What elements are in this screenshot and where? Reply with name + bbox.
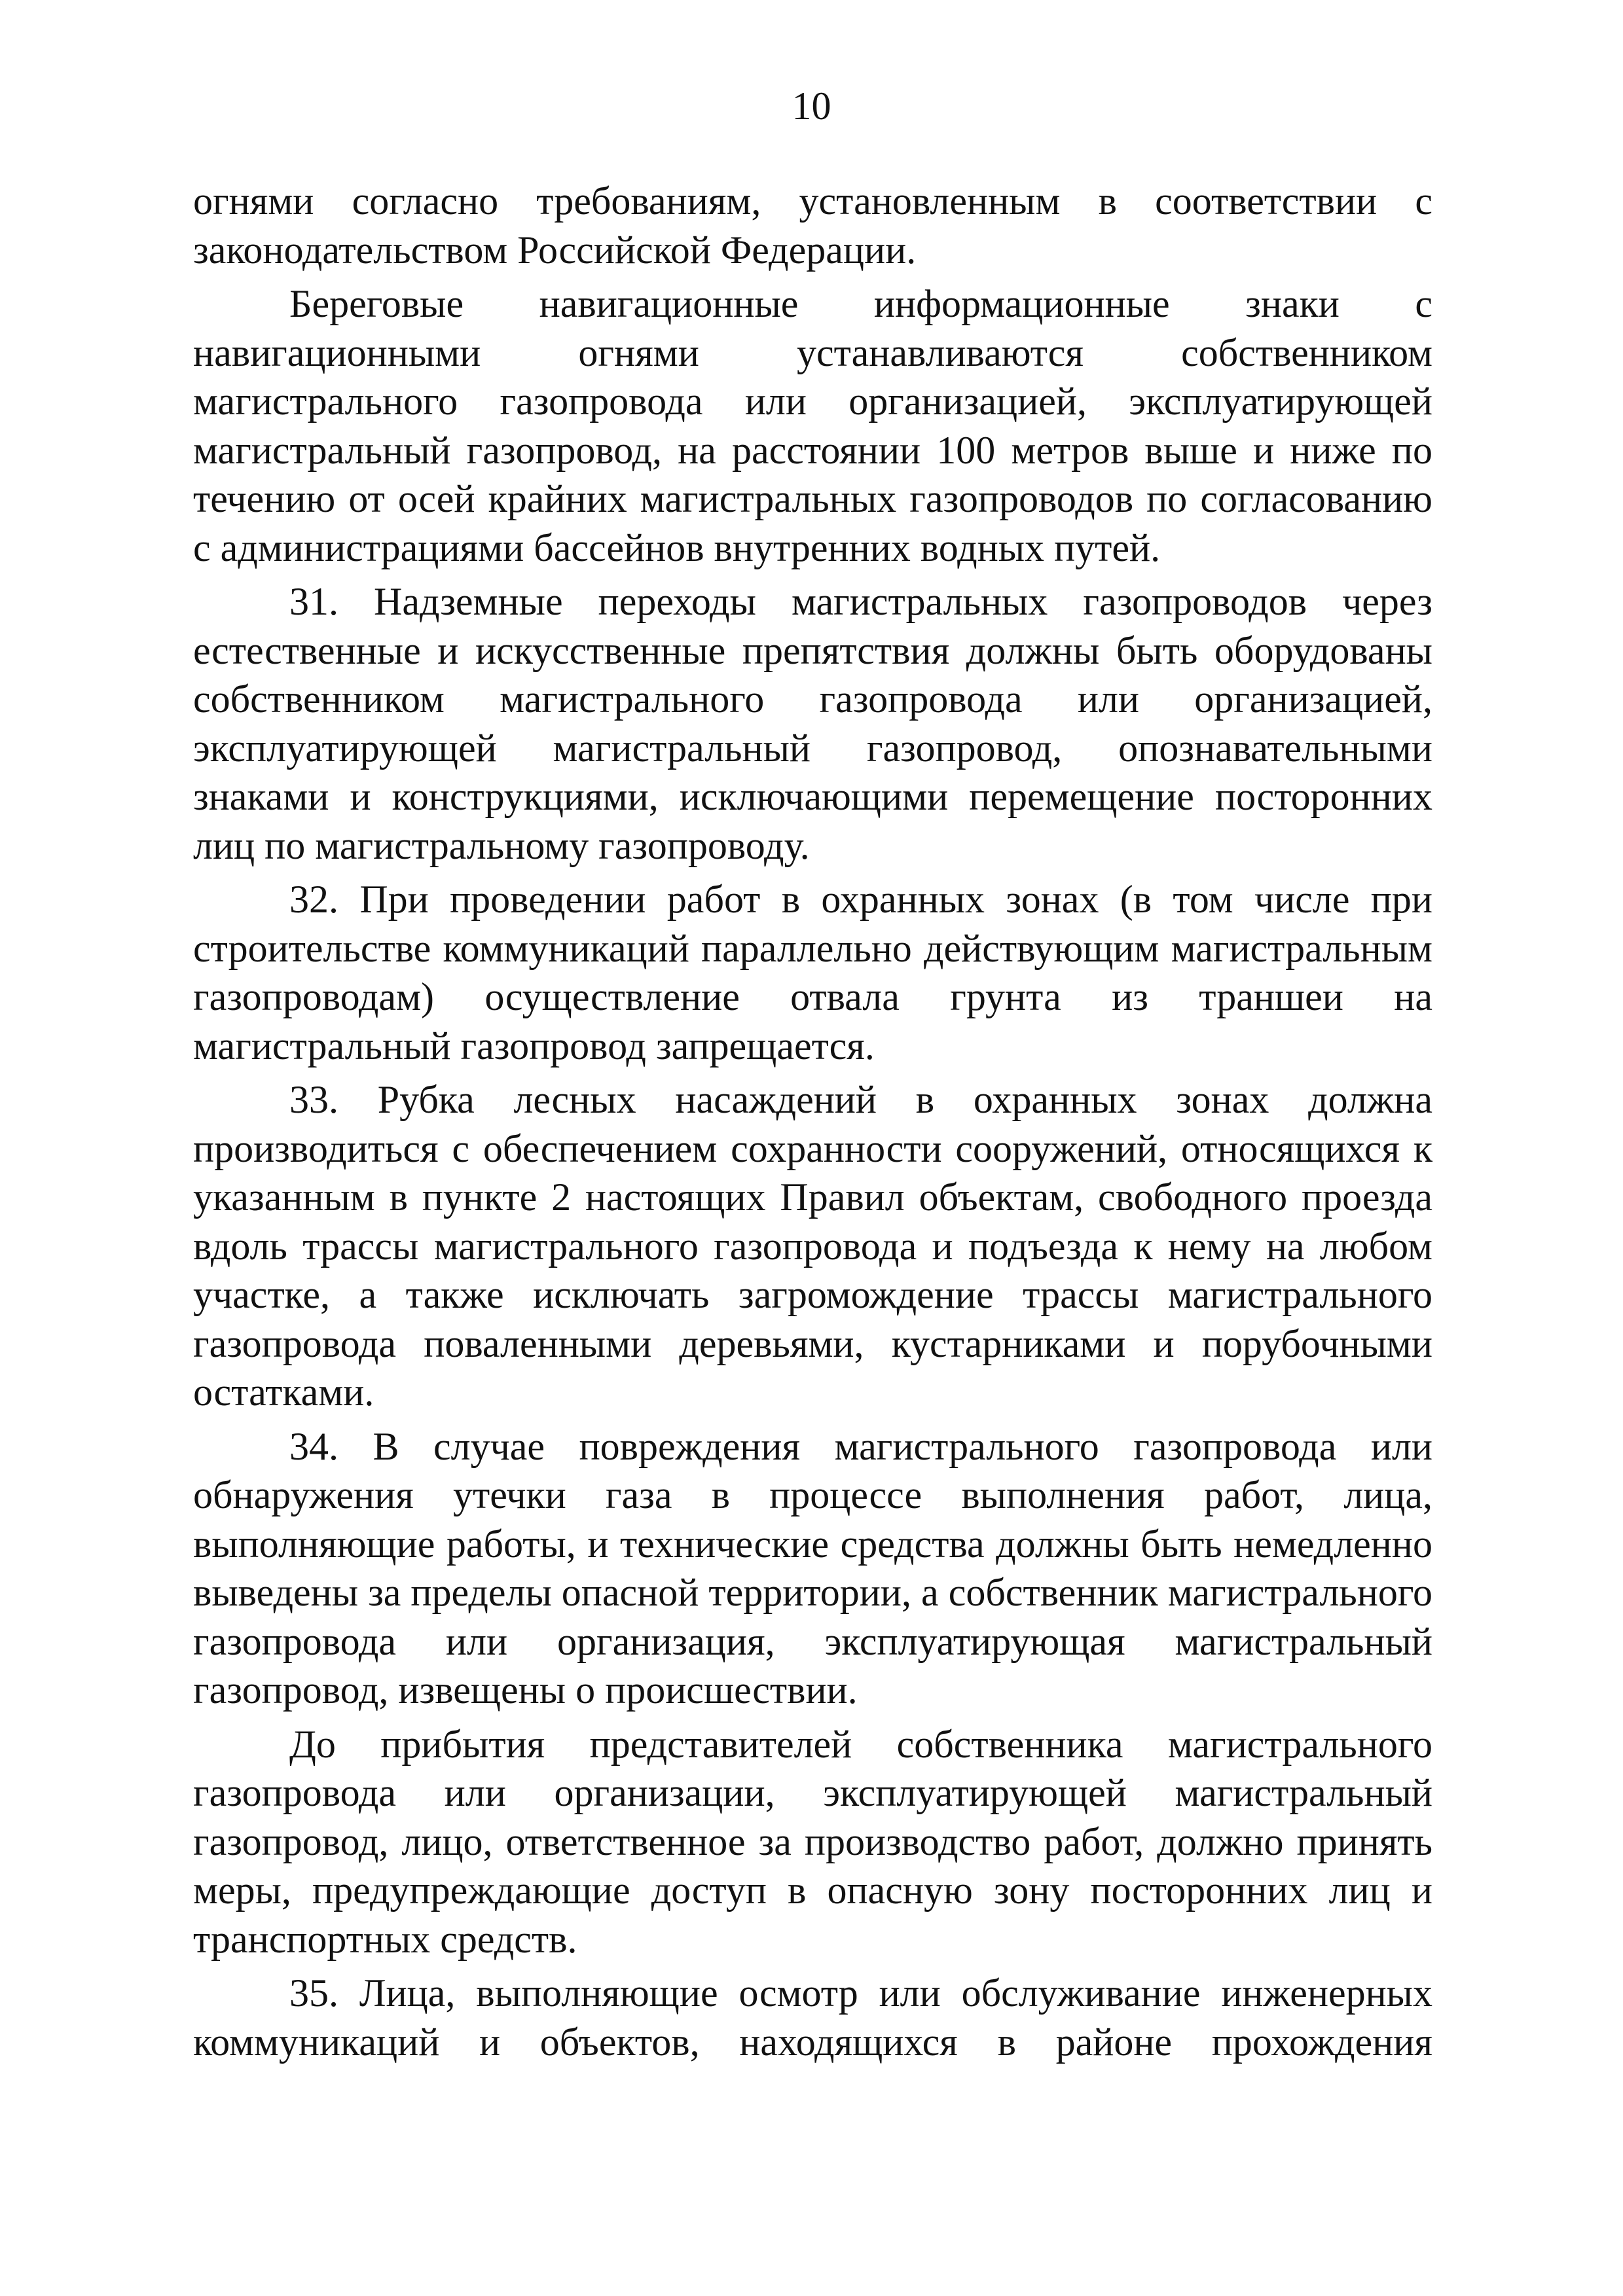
paragraph-item-31: 31. Надземные переходы магистральных газопроводов через естественные и искусственные препятствия должны быть оборудованы собственником магистрального газопровода или организацией, эксплуатирующей магистральный газопровод, опознавательными знаками и конструкциями, исключающими перемещение посторонних лиц по магистральному газопроводу. [193,580,1432,867]
paragraph-item-34-continued: До прибытия представителей собственника магистрального газопровода или организации, эксплуатирующей магистральный газопровод, лицо, ответственное за производство работ, должно принять меры, предупреждающие доступ в опасную зону посторонних лиц и транспортных средств. [193,1722,1432,1961]
paragraph-coastal-signs: Береговые навигационные информационные знаки с навигационными огнями устанавливаются собственником магистрального газопровода или организацией, эксплуатирующей магистральный газопровод, на расстоянии 100 метров выше и ниже по течению от осей крайних магистральных газопроводов по согласованию с администрациями бассейнов внутренних водных путей. [193,282,1432,569]
paragraph-item-32: 32. При проведении работ в охранных зонах (в том числе при строительстве коммуникаций параллельно действующим магистральным газопроводам) осуществление отвала грунта из траншеи на магистральный газопровод запрещается. [193,878,1432,1067]
paragraph-continuation: огнями согласно требованиям, установленным в соответствии с законодательством Российской Федерации. [193,179,1432,272]
paragraph-item-34: 34. В случае повреждения магистрального газопровода или обнаружения утечки газа в процессе выполнения работ, лица, выполняющие работы, и технические средства должны быть немедленно выведены за пределы опасной территории, а собственник магистрального газопровода или организация, эксплуатирующая магистральный газопровод, извещены о происшествии. [193,1424,1432,1712]
paragraph-item-33: 33. Рубка лесных насаждений в охранных зонах должна производиться с обеспечением сохранности сооружений, относящихся к указанным в пункте 2 настоящих Правил объектам, свободного проезда вдоль трассы магистрального газопровода и подъезда к нему на любом участке, а также исключать загромождение трассы магистрального газопровода поваленными деревьями, кустарниками и порубочными остатками. [193,1078,1432,1414]
document-body [193,177,1432,2066]
paragraph-item-35: 35. Лица, выполняющие осмотр или обслуживание инженерных коммуникаций и объектов, находящихся в районе прохождения [193,1971,1432,2064]
page-number: 10 [792,84,831,128]
